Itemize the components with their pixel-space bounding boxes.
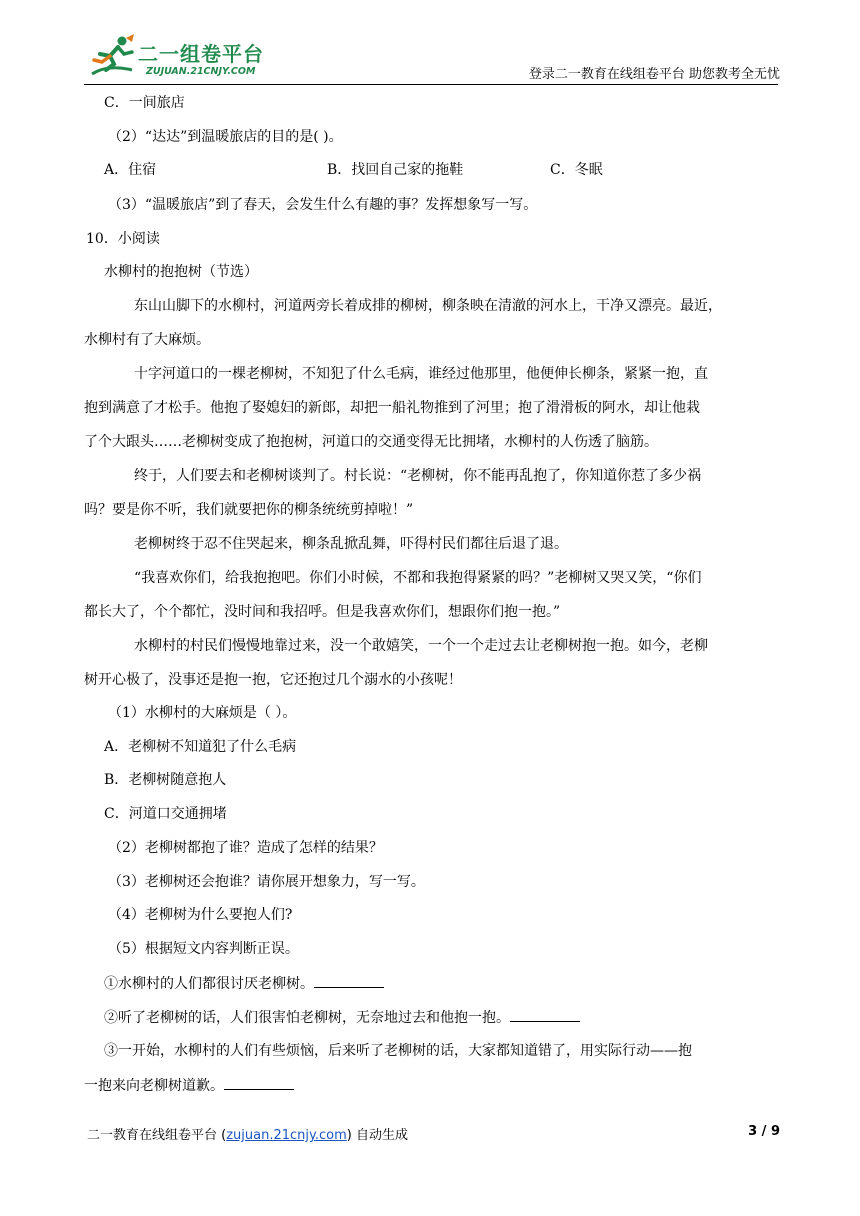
passage-p5-line1: “我喜欢你们，给我抱抱吧。你们小时候，不都和我抱得紧紧的吗？”老柳树又哭又笑，“你们 xyxy=(134,570,702,586)
q10-sub4-stem: （4）老柳树为什么要抱人们? xyxy=(108,907,293,923)
q10-sub5-stem: （5）根据短文内容判断正误。 xyxy=(108,941,299,957)
q9-sub2-stem: （2）“达达”到温暖旅店的目的是( )。 xyxy=(108,129,343,145)
judgement-2 xyxy=(104,1007,580,1028)
footer-link[interactable]: zujuan.21cnjy.com xyxy=(226,1128,347,1143)
answer-blank-3[interactable] xyxy=(224,1075,294,1090)
footer-suffix: ) 自动生成 xyxy=(346,1128,408,1143)
judgement-3-text: 一抱来向老柳树道歉。 xyxy=(84,1078,224,1094)
footer-prefix: 二一教育在线组卷平台 ( xyxy=(87,1128,227,1143)
q10-sub1-option-b: B．老柳树随意抱人 xyxy=(104,772,227,788)
passage-p2-line1: 十字河道口的一棵老柳树，不知犯了什么毛病，谁经过他那里，他便伸长柳条，紧紧一抱，直 xyxy=(134,366,708,382)
judgement-2-text: ②听了老柳树的话，人们很害怕老柳树，无奈地过去和他抱一抱。 xyxy=(104,1010,510,1026)
header-divider xyxy=(84,84,778,85)
q9-sub2-option-a: A．住宿 xyxy=(104,162,157,178)
q10-sub3-stem: （3）老柳树还会抱谁？请你展开想象力，写一写。 xyxy=(108,874,425,890)
page-number: 3 / 9 xyxy=(748,1124,780,1139)
q10-sub1-option-a: A．老柳树不知道犯了什么毛病 xyxy=(104,739,297,755)
passage-p1-line2: 水柳村有了大麻烦。 xyxy=(84,332,210,348)
q10-sub2-stem: （2）老柳树都抱了谁？造成了怎样的结果？ xyxy=(108,840,383,856)
passage-p3-line2: 吗？要是你不听，我们就要把你的柳条统统剪掉啦！” xyxy=(84,502,414,518)
passage-p6-line2: 树开心极了，没事还是抱一抱，它还抱过几个溺水的小孩呢！ xyxy=(84,672,462,688)
judgement-1-text: ①水柳村的人们都很讨厌老柳树。 xyxy=(104,976,314,992)
judgement-1 xyxy=(104,973,384,994)
answer-blank-1[interactable] xyxy=(314,973,384,988)
judgement-3-line2 xyxy=(84,1075,294,1096)
passage-title: 水柳村的抱抱树（节选） xyxy=(104,264,258,280)
footer-source xyxy=(87,1124,408,1143)
passage-p2-line2: 抱到满意了才松手。他抱了娶媳妇的新郎，却把一船礼物推到了河里；抱了滑滑板的阿水，却让他栽 xyxy=(84,400,700,416)
q9-sub2-option-b: B．找回自己家的拖鞋 xyxy=(327,162,464,178)
passage-p3-line1: 终于，人们要去和老柳树谈判了。村长说：“老柳树，你不能再乱抱了，你知道你惹了多少祸 xyxy=(134,468,702,484)
q10-sub1-stem: （1）水柳村的大麻烦是（ ）。 xyxy=(108,705,297,721)
q9-sub3-stem: （3）“温暖旅店”到了春天，会发生什么有趣的事？发挥想象写一写。 xyxy=(108,197,538,213)
header-slogan: 登录二一教育在线组卷平台 助您教考全无忧 xyxy=(528,67,780,82)
q10-sub1-option-c: C．河道口交通拥堵 xyxy=(104,806,227,822)
passage-p4-line1: 老柳树终于忍不住哭起来，柳条乱掀乱舞，吓得村民们都往后退了退。 xyxy=(134,536,568,552)
q10-heading: 10．小阅读 xyxy=(86,231,160,247)
judgement-3-line1: ③一开始，水柳村的人们有些烦恼，后来听了老柳树的话，大家都知道错了，用实际行动——抱 xyxy=(104,1043,692,1059)
passage-p5-line2: 都长大了，个个都忙，没时间和我招呼。但是我喜欢你们，想跟你们抱一抱。” xyxy=(84,604,561,620)
answer-blank-2[interactable] xyxy=(510,1007,580,1022)
runner-logo-icon xyxy=(88,34,138,80)
logo-subtitle: ZUJUAN.21CNJY.COM xyxy=(146,66,256,77)
q9-option-c: C．一间旅店 xyxy=(104,95,185,111)
passage-p2-line3: 了个大跟头……老柳树变成了抱抱树，河道口的交通变得无比拥堵，水柳村的人伤透了脑筋。 xyxy=(84,434,658,450)
logo-title: 二一组卷平台 xyxy=(138,42,264,66)
site-logo[interactable] xyxy=(88,34,288,84)
passage-p6-line1: 水柳村的村民们慢慢地靠过来，没一个敢嬉笑，一个一个走过去让老柳树抱一抱。如今，老柳 xyxy=(134,638,708,654)
q9-sub2-option-c: C．冬眠 xyxy=(550,162,603,178)
passage-p1-line1: 东山山脚下的水柳村，河道两旁长着成排的柳树，柳条映在清澈的河水上，干净又漂亮。最近， xyxy=(134,298,722,314)
